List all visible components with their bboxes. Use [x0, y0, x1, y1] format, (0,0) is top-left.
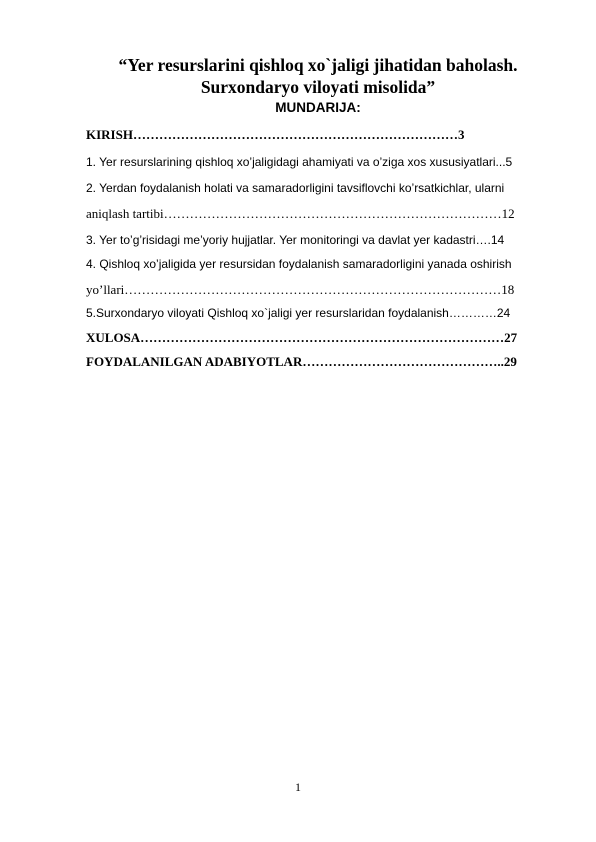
toc-entry-4: 4. Qishloq xo’jaligida yer resursidan foydalanish samaradorligini yanada oshirish: [86, 257, 512, 271]
toc-heading: MUNDARIJA:: [275, 100, 361, 115]
document-title-line-1: “Yer resurslarini qishloq xo`jaligi jihatidan baholash.: [118, 55, 518, 75]
document-title-line-2: Surxondaryo viloyati misolida”: [200, 77, 436, 97]
toc-entry-kirish: KIRISH…………………………………………………………………3: [86, 127, 465, 142]
toc-entry-5: 5.Surxondaryo viloyati Qishloq xo`jaligi yer resurslaridan foydalanish…………24: [86, 306, 511, 320]
toc-entry-3: 3. Yer to’g’risidagi me’yoriy hujjatlar. Yer monitoringi va davlat yer kadastri….14: [86, 233, 505, 247]
toc-entry-1: 1. Yer resurslarining qishloq xo’jaligidagi ahamiyati va o’ziga xos xususiyatlari...5: [86, 155, 513, 169]
page-number: 1: [295, 780, 301, 794]
toc-entry-2-continued: aniqlash tartibi……………………………………………………………………12: [86, 206, 515, 221]
toc-entry-4-continued: yo’llari……………………………………………………………………………18: [86, 282, 515, 297]
toc-entry-2: 2. Yerdan foydalanish holati va samaradorligini tavsiflovchi ko’rsatkichlar, ularni: [86, 181, 505, 195]
toc-entry-xulosa: XULOSA…………………………………………………………………………27: [86, 330, 518, 345]
toc-entry-adabiyotlar: FOYDALANILGAN ADABIYOTLAR………………………………………..29: [86, 354, 517, 369]
